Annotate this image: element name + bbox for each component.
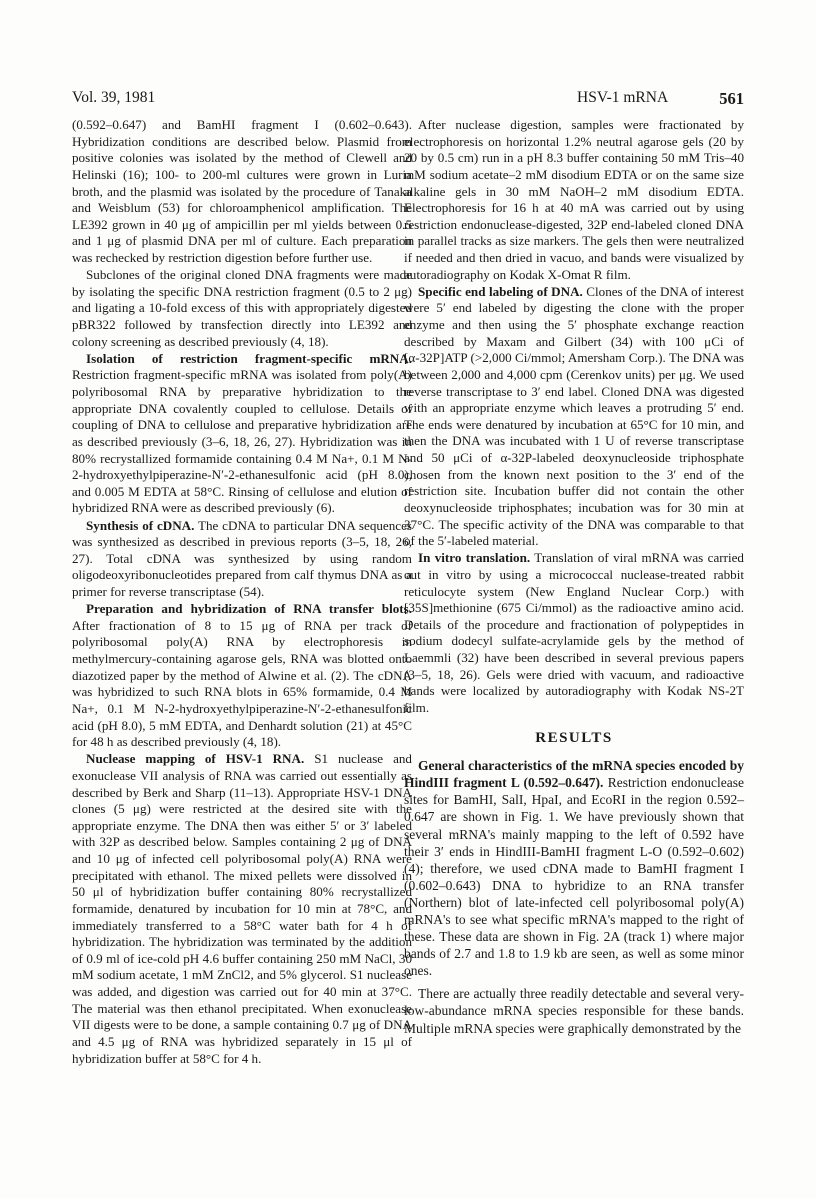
results-body bbox=[404, 757, 744, 1037]
paragraph-text: Restriction endonuclease sites for BamHI, SalI, HpaI, and EcoRI in the region 0.592–0.647 are shown in Fig. 1. We have previously shown that several mRNA's mainly mapping to the left of 0.592 have their 3′ ends in HindIII-BamHI fragment L-O (0.592–0.602) (4); therefore, we used cDNA made to BamHI fragment I (0.602–0.643) DNA to hybridize to an RNA transfer (Northern) blot of late-infected cell polyribosomal poly(A) mRNA's to see what specific mRNA's mapped to the right of these. These data are shown in Fig. 2A (track 1) where major bands of 2.7 and 1.8 to 1.9 kb are seen, as well as some minor ones. bbox=[404, 775, 744, 979]
section-heading: Specific end labeling of DNA. bbox=[418, 283, 583, 299]
section-heading: Nuclease mapping of HSV-1 RNA. bbox=[86, 751, 305, 767]
paragraph-text: The cDNA to particular DNA sequences was synthesized as described in previous reports (3–5, 18, 26, 27). Total cDNA was synthesized by using random oligodeoxyribonucleotides prepared from calf thymus DNA as a primer for reverse transcriptase (54). bbox=[72, 517, 412, 599]
running-title: HSV-1 mRNA bbox=[577, 89, 669, 106]
page-number: 561 bbox=[719, 89, 744, 108]
section-paragraph bbox=[72, 751, 412, 1067]
section-paragraph bbox=[72, 351, 412, 517]
section-heading: Synthesis of cDNA. bbox=[86, 517, 195, 533]
paragraph-text: Clones of the DNA of interest were 5′ end labeled by digesting the clone with the proper enzyme and then using the 5′ phosphate exchange reaction described by Maxam and Gilbert (34) with 100 μCi of [α-32P]ATP (>2,000 Ci/mmol; Amersham Corp.). The DNA was between 2,000 and 4,000 cpm (Cerenkov units) per μg. We used reverse transcriptase to 3′ end label. Cloned DNA was digested with an appropriate enzyme which leaves a protruding 5′ end. The ends were denatured by incubation at 65°C for 10 min, and then the DNA was incubated with 1 U of reverse transcriptase and 50 μCi of α-32P-labeled deoxynucleoside triphosphate chosen from the known next position to the 3′ end of the restriction site. Incubation buffer did not contain the other deoxynucleoside triphosphates; incubation was for 30 min at 37°C. The specific activity of the DNA was comparable to that of the 5′-labeled material. bbox=[404, 283, 744, 549]
paragraph: Subclones of the original cloned DNA fragments were made by isolating the specific DNA restriction fragment (0.5 to 2 μg) and ligating a 10-fold excess of this with appropriately digested pBR322 followed by transfection directly into LE392 and colony screening as described previously (4, 18). bbox=[72, 267, 412, 349]
section-heading: In vitro translation. bbox=[418, 550, 531, 566]
paragraph-text: Restriction fragment-specific mRNA was isolated from poly(A) polyribosomal RNA by preparative hybridization to the appropriate DNA covalently coupled to cellulose. Details of coupling of DNA to cellulose and preparative hybridization are as described previously (3–6, 18, 26, 27). Hybridization was in 80% recrystallized formamide containing 0.4 M Na+, 0.1 M N-2-hydroxyethylpiperazine-N′-2-ethanesulfonic acid (pH 8.0), and 0.005 M EDTA at 58°C. Rinsing of cellulose and elution of hybridized RNA were as described previously (6). bbox=[72, 367, 412, 516]
section-heading: Preparation and hybridization of RNA transfer blots. bbox=[86, 601, 412, 617]
section-paragraph bbox=[72, 601, 412, 751]
left-column bbox=[72, 117, 412, 1067]
volume-label: Vol. 39, 1981 bbox=[72, 89, 156, 106]
section-heading: Isolation of restriction fragment-specific mRNA. bbox=[86, 350, 412, 366]
paragraph-text: After fractionation of 8 to 15 μg of RNA per track of polyribosomal poly(A) RNA by electrophoresis in methylmercury-containing agarose gels, RNA was blotted onto diazotized paper by the method of Alwine et al. (2). The cDNA was hybridized to such RNA blots in 65% formamide, 0.4 M Na+, 0.1 M N-2-hydroxyethylpiperazine-N′-2-ethanesulfonic acid (pH 8.0), 5 mM EDTA, and Denhardt solution (21) at 45°C for 48 h as described previously (4, 18). bbox=[72, 617, 412, 750]
paragraph: (0.592–0.647) and BamHI fragment I (0.602–0.643). Hybridization conditions are described below. Plasmid from positive colonies was isolated by the method of Clewell and Helinski (16); 100- to 200-ml cultures were grown in Luria broth, and the plasmid was isolated by the procedure of Tanaka and Weisblum (53) for chloroamphenicol amplification. The LE392 grown in 40 μg of ampicillin per ml yields between 0.5 and 1 μg of plasmid DNA per ml of culture. Each preparation was rechecked by restriction digestion before further use. bbox=[72, 117, 412, 265]
section-paragraph bbox=[404, 757, 744, 979]
paragraph-text: Translation of viral mRNA was carried out in vitro by using a micrococcal nuclease-treated rabbit reticulocyte system (New England Nuclear Corp.) with [35S]methionine (675 Ci/mmol) as the radioactive amino acid. Details of the procedure and fractionation of polypeptides in sodium dodecyl sulfate-acrylamide gels by the method of Laemmli (32) have been described in several previous papers (3–5, 18, 26). Gels were dried with vacuum, and radioactive bands were localized by autoradiography with Kodak NS-2T film. bbox=[404, 550, 744, 715]
paragraph: After nuclease digestion, samples were fractionated by electrophoresis on horizontal 1.2% neutral agarose gels (20 by 20 by 0.5 cm) run in a pH 8.3 buffer containing 50 mM Tris–40 mM sodium acetate–2 mM disodium EDTA or on the same size alkaline gels in 30 mM NaOH–2 mM disodium EDTA. Electrophoresis for 16 h at 40 mA was carried out by using restriction endonuclease-digested, 32P end-labeled cloned DNA in parallel tracks as size markers. The gels then were neutralized if needed and then dried in vacuo, and bands were visualized by autoradiography on Kodak X-Omat R film. bbox=[404, 117, 744, 282]
section-heading: General characteristics of the mRNA species encoded by HindIII fragment L (0.592–0.647). bbox=[404, 758, 744, 791]
results-heading: RESULTS bbox=[535, 729, 613, 746]
section-paragraph bbox=[72, 518, 412, 601]
section-paragraph bbox=[404, 550, 744, 716]
paragraph-text: S1 nuclease and exonuclease VII analysis of RNA was carried out essentially as described by Berk and Sharp (11–13). Appropriate HSV-1 DNA clones (5 μg) were restricted at the desired site with the appropriate enzyme. The DNA then was either 5′ or 3′ labeled with 32P as described below. Samples containing 2 μg of DNA and 10 μg of infected cell polyribosomal poly(A) RNA were precipitated with ethanol. The mixed pellets were dissolved in 50 μl of hybridization buffer containing 80% recrystallized formamide, denatured by incubation for 10 min at 78°C, and immediately transferred to a 58°C water bath for 4 h of hybridization. The hybridization was terminated by the addition of 0.9 ml of ice-cold pH 4.6 buffer containing 250 mM NaCl, 30 mM sodium acetate, 1 mM ZnCl2, and 5% glycerol. S1 nuclease was added, and digestion was carried out for 40 min at 37°C. The material was then ethanol precipitated. When exonuclease VII digests were to be done, a sample containing 0.7 μg of DNA and 4.5 μg of RNA was hybridized separately in 15 μl of hybridization buffer at 58°C for 4 h. bbox=[72, 751, 412, 1066]
paragraph: There are actually three readily detectable and several very-low-abundance mRNA species responsible for these bands. Multiple mRNA species were graphically demonstrated by the bbox=[404, 986, 744, 1036]
right-column bbox=[404, 117, 744, 1037]
section-paragraph bbox=[404, 284, 744, 550]
page-header bbox=[72, 89, 744, 111]
